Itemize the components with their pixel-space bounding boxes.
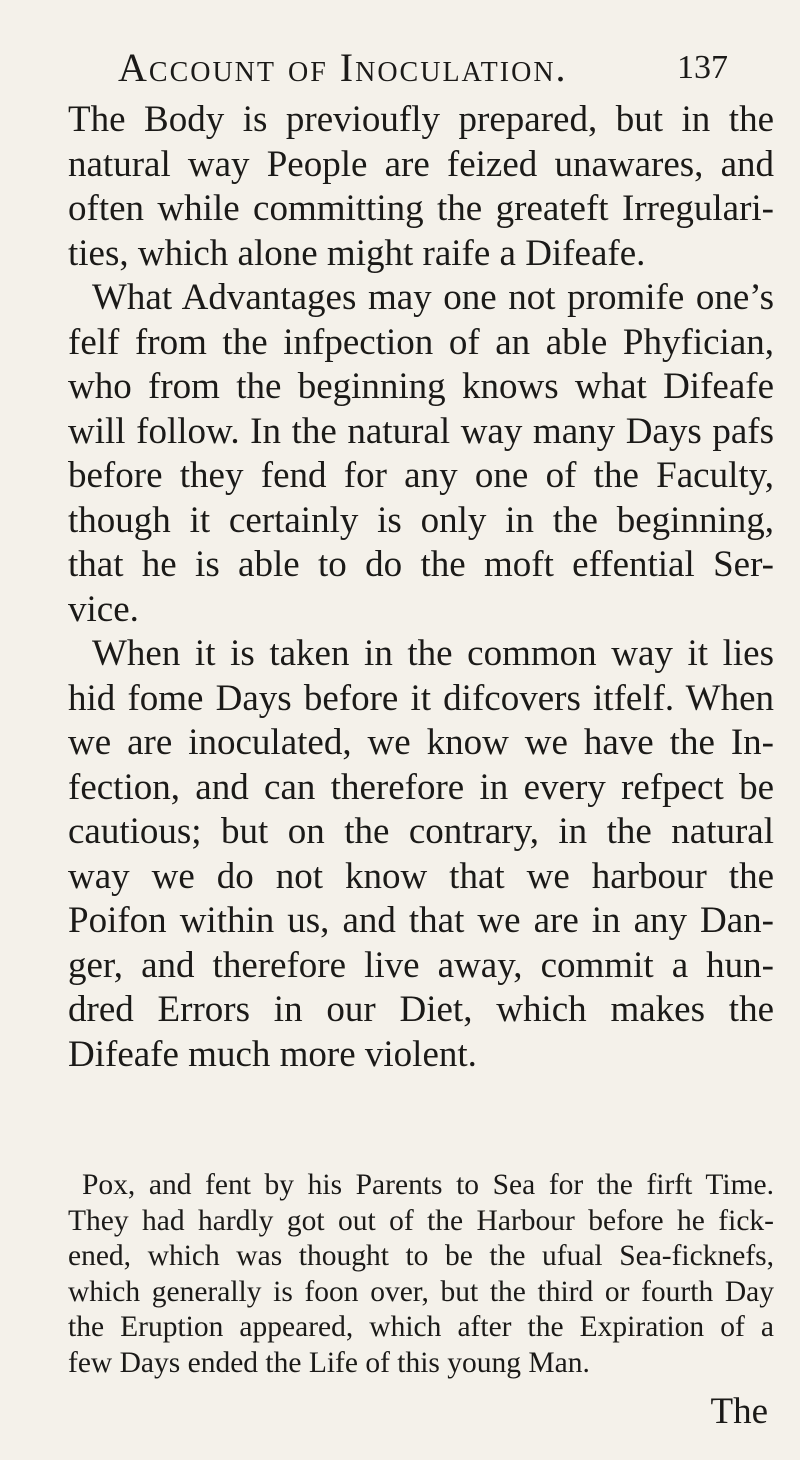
text-line: fection, and can therefore in every refpect be bbox=[68, 766, 774, 808]
catchword: The bbox=[710, 1391, 768, 1432]
text-line: cautious; but on the contrary, in the natural bbox=[68, 811, 774, 852]
text-line: before they fend for any one of the Faculty, bbox=[68, 455, 774, 496]
text-line: What Advantages may one not promife one’s bbox=[92, 277, 774, 318]
text-line: though it certainly is only in the beginning, bbox=[68, 499, 774, 541]
footnote bbox=[68, 1168, 774, 1381]
text-line: will follow. In the natural way many Days pafs bbox=[68, 410, 774, 452]
text-line: often while committing the greateft Irregulari- bbox=[68, 188, 774, 229]
text-line: dred Errors in our Diet, which makes the bbox=[68, 989, 774, 1030]
footnote-line: ened, which was thought to be the ufual Sea-ficknefs, bbox=[68, 1240, 774, 1272]
running-title: Account of Inoculation. bbox=[118, 45, 568, 90]
text-line: felf from the infpection of an able Phyfician, bbox=[68, 321, 774, 363]
text-line: ties, which alone might raife a Difeafe. bbox=[68, 232, 646, 274]
text-line: Difeafe much more violent. bbox=[68, 1033, 477, 1075]
main-text bbox=[68, 98, 774, 1077]
text-line: ger, and therefore live away, commit a hun- bbox=[68, 944, 774, 986]
footnote-line: few Days ended the Life of this young Man. bbox=[68, 1346, 590, 1379]
text-line: we are inoculated, we know we have the In- bbox=[68, 722, 774, 763]
text-line: The Body is previoufly prepared, but in the bbox=[68, 99, 774, 140]
footnote-line: which generally is foon over, but the third or fourth Day bbox=[68, 1275, 774, 1308]
text-line: way we do not know that we harbour the bbox=[68, 855, 774, 897]
text-line: who from the beginning knows what Difeafe bbox=[68, 366, 774, 407]
text-line: natural way People are feized unawares, and bbox=[68, 143, 774, 185]
text-line: hid fome Days before it difcovers itfelf. When bbox=[68, 677, 774, 719]
text-line: that he is able to do the moft effential Ser- bbox=[68, 544, 774, 585]
footnote-line: They had hardly got out of the Harbour before he fick- bbox=[68, 1204, 774, 1237]
footnote-line: Pox, and fent by his Parents to Sea for the firft Time. bbox=[82, 1169, 774, 1201]
page-number: 137 bbox=[677, 49, 728, 86]
text-line: When it is taken in the common way it lies bbox=[92, 633, 774, 674]
running-header bbox=[118, 40, 728, 96]
text-line: vice. bbox=[68, 588, 139, 630]
footnote-line: the Eruption appeared, which after the Expiration of a bbox=[68, 1311, 774, 1343]
text-line: Poifon within us, and that we are in any Dan- bbox=[68, 900, 774, 941]
